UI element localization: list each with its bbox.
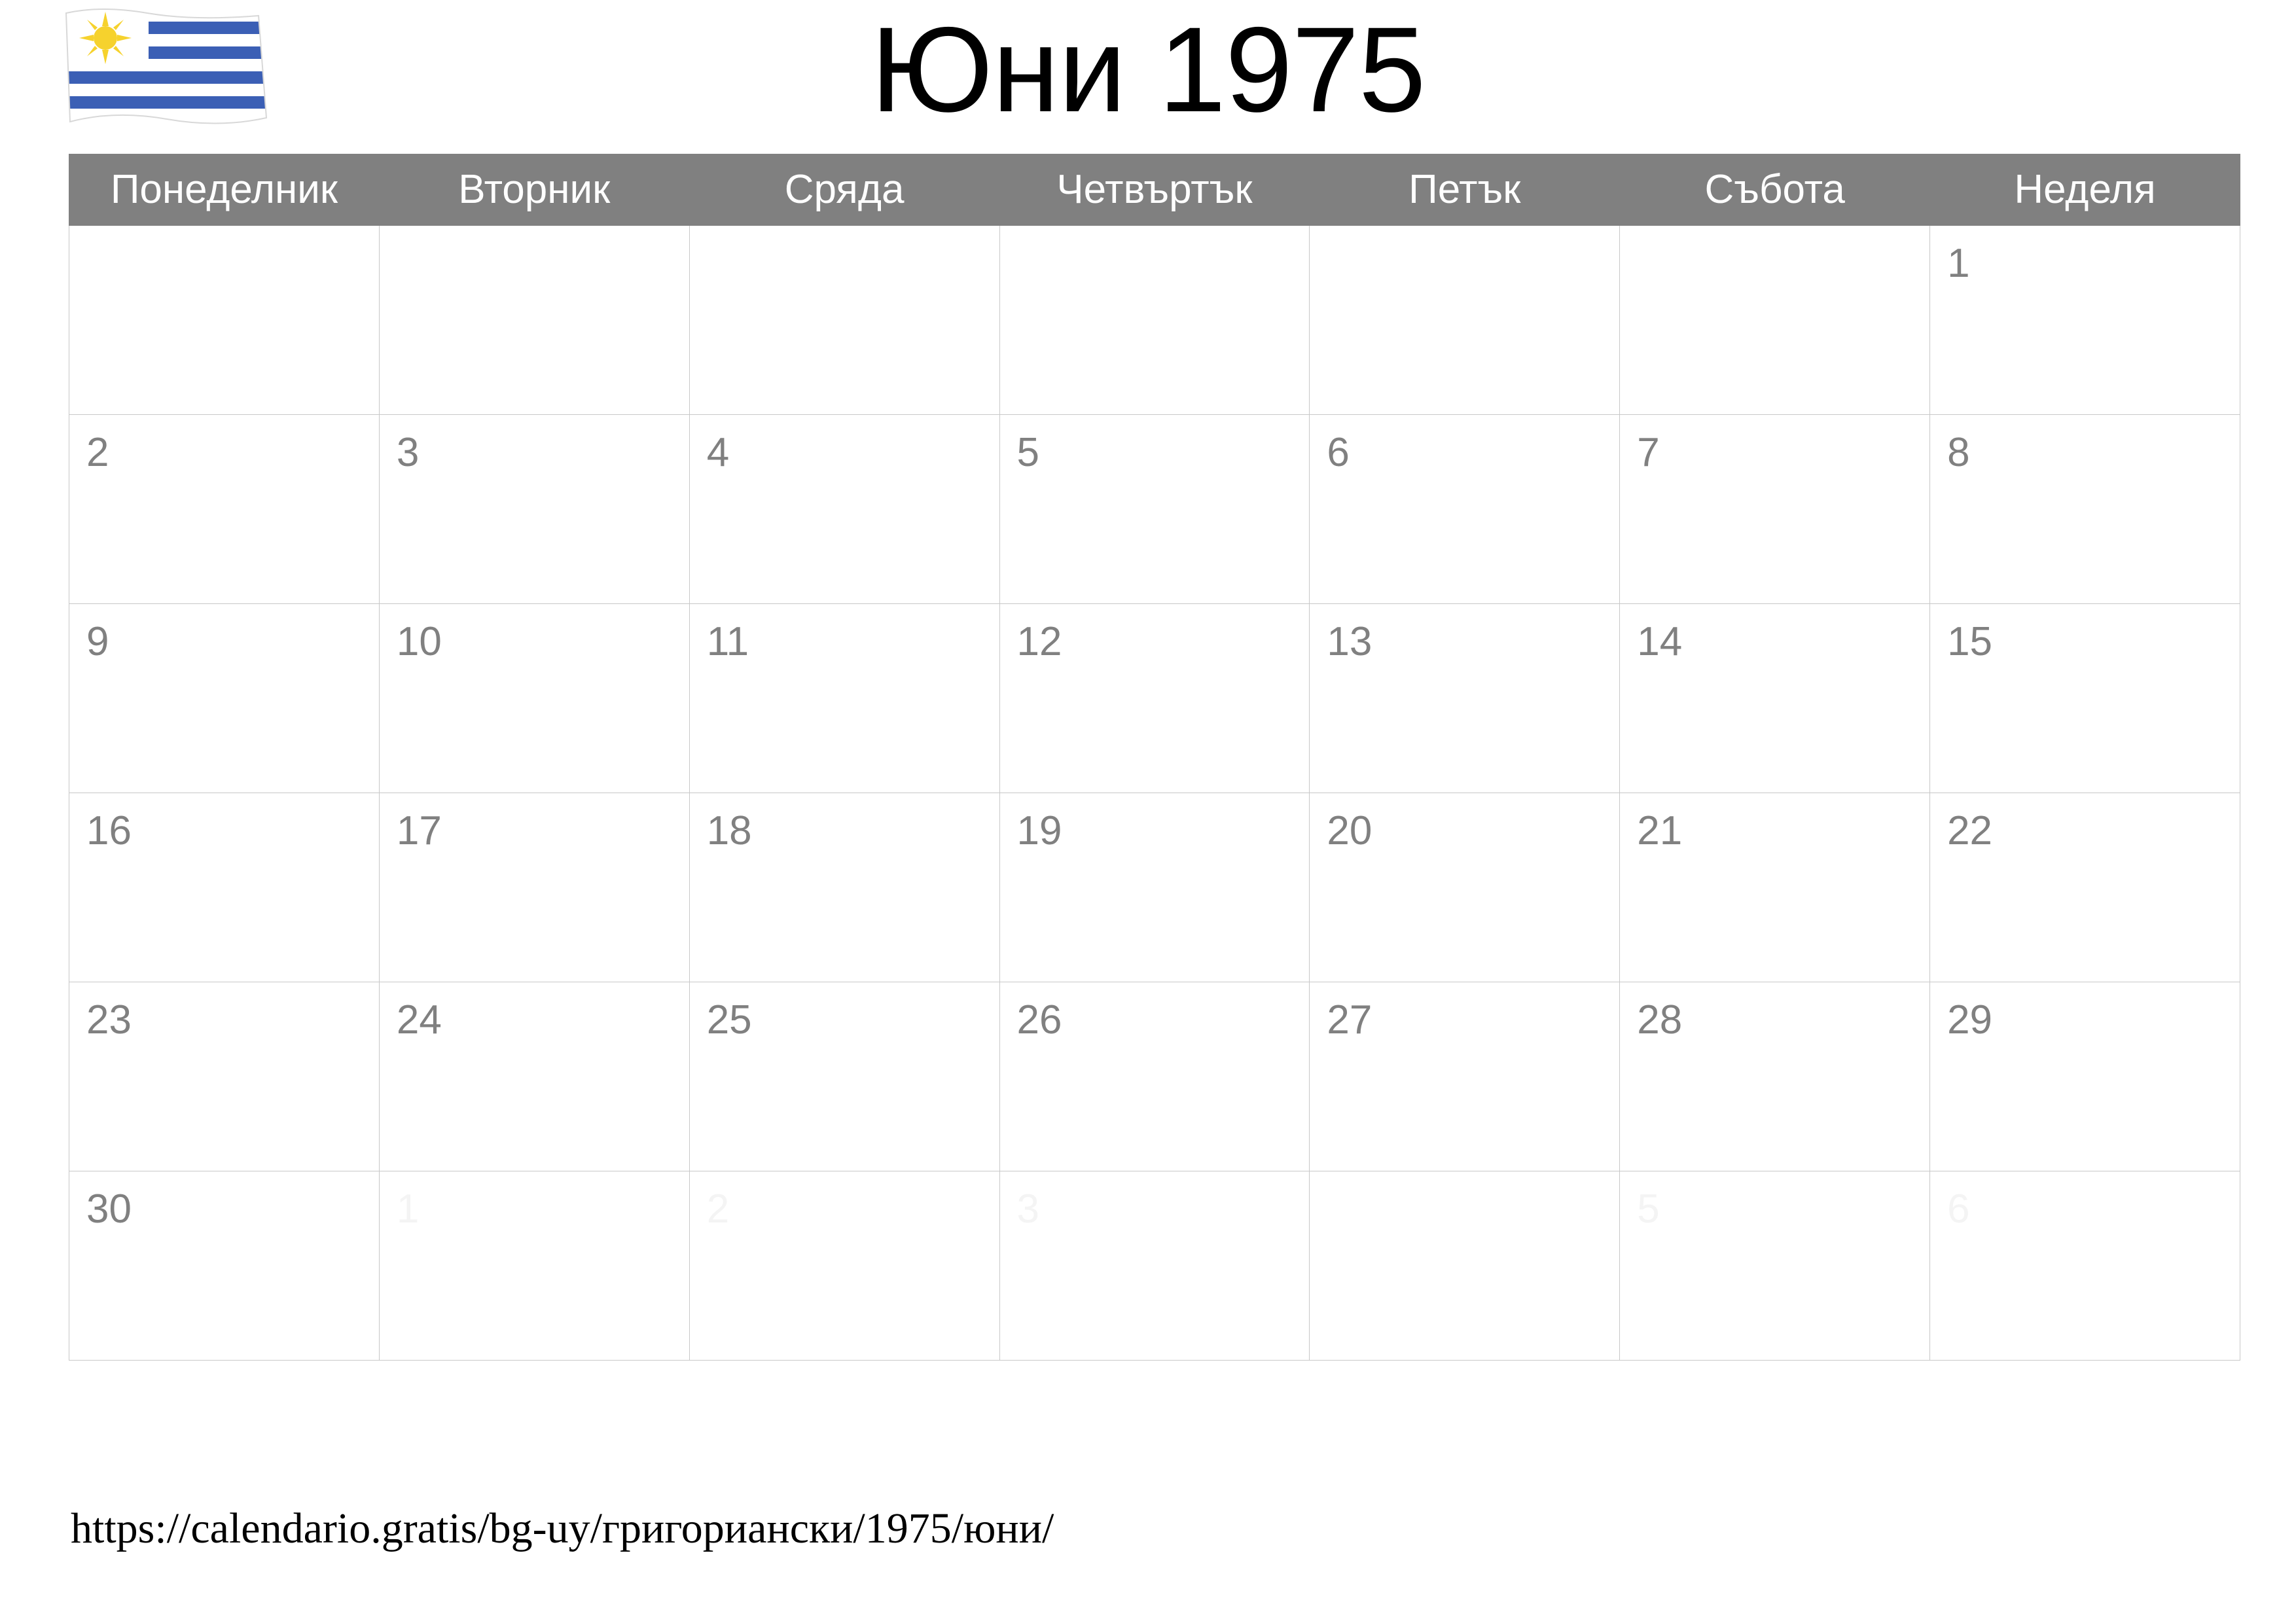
- day-number: 1: [396, 1186, 420, 1232]
- day-number: [380, 226, 689, 243]
- weekday-header-tuesday: Вторник: [379, 154, 689, 226]
- day-number: [1310, 1171, 1619, 1188]
- calendar-day-cell[interactable]: [689, 415, 999, 604]
- day-number: 9: [86, 619, 109, 664]
- weekday-header-saturday: Събота: [1620, 154, 1930, 226]
- day-number: 28: [1637, 997, 1683, 1043]
- day-number: 24: [396, 997, 442, 1043]
- calendar-day-cell[interactable]: [69, 415, 380, 604]
- calendar-day-cell[interactable]: [999, 415, 1310, 604]
- day-number: 25: [706, 997, 752, 1043]
- calendar-day-cell[interactable]: [69, 604, 380, 793]
- day-number: 18: [706, 808, 752, 853]
- calendar-day-cell[interactable]: [999, 793, 1310, 982]
- weekday-header-wednesday: Сряда: [689, 154, 999, 226]
- calendar-day-cell[interactable]: [1620, 982, 1930, 1171]
- calendar-day-cell[interactable]: [379, 604, 689, 793]
- calendar-day-cell[interactable]: [1310, 793, 1620, 982]
- calendar-day-cell[interactable]: [1310, 1171, 1620, 1361]
- day-number: 2: [86, 430, 109, 475]
- day-number: 29: [1947, 997, 1993, 1043]
- weekday-header-sunday: Неделя: [1930, 154, 2240, 226]
- calendar-day-cell[interactable]: [1620, 1171, 1930, 1361]
- calendar-day-cell[interactable]: [1310, 982, 1620, 1171]
- day-number: 23: [86, 997, 132, 1043]
- calendar-day-cell[interactable]: [1310, 604, 1620, 793]
- page-header: [0, 0, 2296, 147]
- weekday-header-row: [69, 154, 2240, 226]
- day-number: [690, 226, 999, 243]
- day-number: 1: [1947, 241, 1970, 286]
- calendar-week-row: [69, 226, 2240, 415]
- calendar-day-cell[interactable]: [689, 793, 999, 982]
- weekday-header-thursday: Четвъртък: [999, 154, 1310, 226]
- calendar-day-cell[interactable]: [999, 1171, 1310, 1361]
- calendar-day-cell[interactable]: [689, 1171, 999, 1361]
- day-number: [69, 226, 379, 243]
- calendar-day-cell[interactable]: [379, 982, 689, 1171]
- day-number: 17: [396, 808, 442, 853]
- calendar-week-row: [69, 1171, 2240, 1361]
- calendar-day-cell[interactable]: [1310, 226, 1620, 415]
- calendar-day-cell[interactable]: [69, 1171, 380, 1361]
- day-number: 8: [1947, 430, 1970, 475]
- day-number: [1310, 226, 1619, 243]
- day-number: 2: [706, 1186, 730, 1232]
- calendar-week-row: [69, 793, 2240, 982]
- day-number: 4: [706, 430, 730, 475]
- day-number: 10: [396, 619, 442, 664]
- day-number: 5: [1637, 1186, 1660, 1232]
- calendar-day-cell[interactable]: [69, 982, 380, 1171]
- calendar-day-cell[interactable]: [1620, 415, 1930, 604]
- calendar-day-cell[interactable]: [999, 604, 1310, 793]
- day-number: 5: [1016, 430, 1040, 475]
- calendar-day-cell[interactable]: [689, 604, 999, 793]
- page-title: Юни 1975: [870, 3, 1426, 137]
- calendar-day-cell[interactable]: [1930, 793, 2240, 982]
- day-number: 16: [86, 808, 132, 853]
- day-number: 22: [1947, 808, 1993, 853]
- calendar-day-cell[interactable]: [1930, 1171, 2240, 1361]
- day-number: 20: [1327, 808, 1372, 853]
- day-number: 7: [1637, 430, 1660, 475]
- calendar-table: [69, 154, 2240, 1361]
- calendar-week-row: [69, 604, 2240, 793]
- day-number: 30: [86, 1186, 132, 1232]
- day-number: 14: [1637, 619, 1683, 664]
- day-number: 19: [1016, 808, 1062, 853]
- day-number: 13: [1327, 619, 1372, 664]
- calendar-week-row: [69, 982, 2240, 1171]
- day-number: 6: [1327, 430, 1350, 475]
- calendar-day-cell[interactable]: [1310, 415, 1620, 604]
- day-number: 11: [706, 619, 749, 664]
- calendar-day-cell[interactable]: [1930, 982, 2240, 1171]
- calendar-day-cell[interactable]: [1620, 604, 1930, 793]
- calendar-day-cell[interactable]: [689, 982, 999, 1171]
- source-url[interactable]: https://calendario.gratis/bg-uy/григориански/1975/юни/: [71, 1505, 1054, 1552]
- calendar-day-cell[interactable]: [1930, 415, 2240, 604]
- calendar-day-cell[interactable]: [689, 226, 999, 415]
- calendar-day-cell[interactable]: [379, 1171, 689, 1361]
- weekday-header-monday: Понеделник: [69, 154, 380, 226]
- calendar-day-cell[interactable]: [69, 226, 380, 415]
- day-number: 3: [1016, 1186, 1040, 1232]
- calendar-day-cell[interactable]: [999, 982, 1310, 1171]
- calendar-day-cell[interactable]: [999, 226, 1310, 415]
- day-number: [1000, 226, 1310, 243]
- calendar-day-cell[interactable]: [379, 415, 689, 604]
- day-number: 12: [1016, 619, 1062, 664]
- calendar-day-cell[interactable]: [1930, 226, 2240, 415]
- calendar-week-row: [69, 415, 2240, 604]
- day-number: 6: [1947, 1186, 1970, 1232]
- calendar-day-cell[interactable]: [379, 226, 689, 415]
- day-number: 27: [1327, 997, 1372, 1043]
- calendar-day-cell[interactable]: [379, 793, 689, 982]
- calendar-day-cell[interactable]: [1620, 226, 1930, 415]
- day-number: [1620, 226, 1929, 243]
- calendar-day-cell[interactable]: [1930, 604, 2240, 793]
- weekday-header-friday: Петък: [1310, 154, 1620, 226]
- day-number: 15: [1947, 619, 1993, 664]
- calendar-day-cell[interactable]: [69, 793, 380, 982]
- day-number: 21: [1637, 808, 1683, 853]
- day-number: 3: [396, 430, 420, 475]
- day-number: 26: [1016, 997, 1062, 1043]
- calendar-day-cell[interactable]: [1620, 793, 1930, 982]
